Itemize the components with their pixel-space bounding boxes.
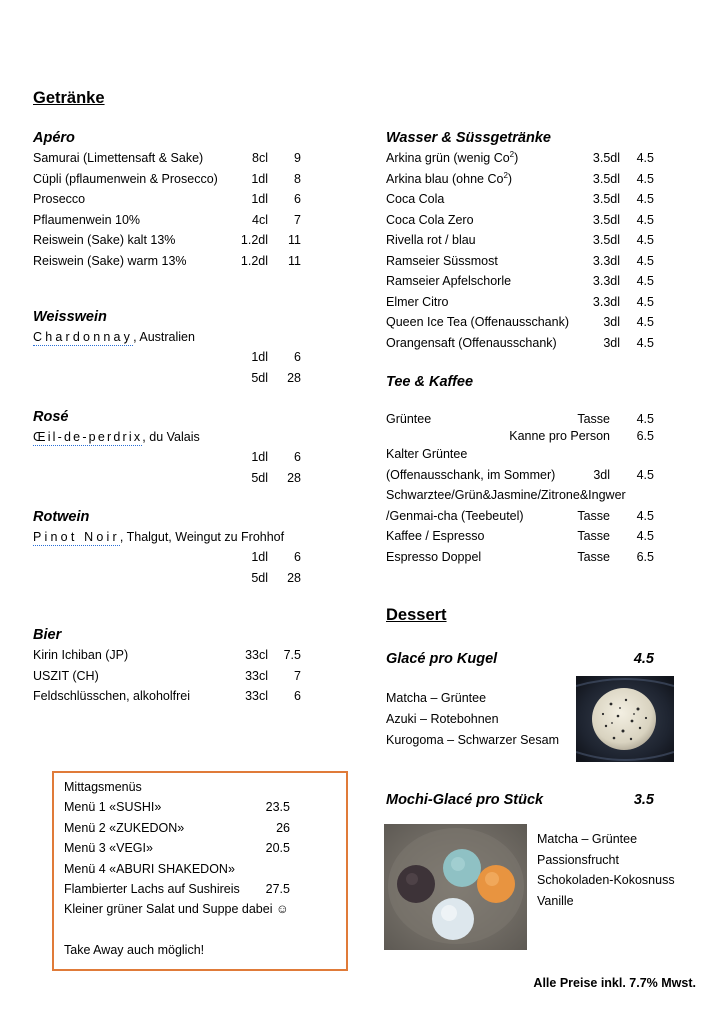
lunch-title: Mittagsmenüs [64,780,142,794]
rotwein-origin: , Thalgut, Weingut zu Frohhof [119,530,285,544]
bier-item-price: 6 [294,689,301,703]
kalter-name-1: Kalter Grüntee [386,447,468,461]
apero-item-price: 6 [294,192,301,206]
schwarztee-name-1: Schwarztee/Grün&Jasmine/Zitrone&Ingwer [386,488,626,502]
espresso-unit: Tasse [577,550,610,564]
wasser-item-price: 4.5 [636,294,654,309]
rose-size-2: 5dl [251,471,268,485]
apero-item-price: 8 [294,171,301,186]
apero-item-size: 1dl [251,192,268,206]
mochi-heading: Mochi-Glacé pro Stück [386,792,544,808]
superscript: 2 [509,149,515,159]
weisswein-size-2: 5dl [251,371,268,385]
wasser-item-name: Ramseier Süssmost [386,253,498,268]
apero-item-price: 7 [294,212,301,227]
wasser-item-price: 4.5 [636,151,654,165]
weisswein-grape: Chardonnay [33,330,134,344]
glace-item: Matcha – Grüntee [386,691,487,705]
apero-item-price: 9 [294,151,301,165]
apero-item-name: Pflaumenwein 10% [33,212,141,227]
kaffee-unit: Tasse [577,529,610,543]
wasser-item-size: 3.5dl [592,212,620,227]
apero-item-name: Reiswein (Sake) warm 13% [33,253,187,268]
schwarztee-price: 4.5 [636,509,654,523]
mochi-item: Vanille [537,894,574,908]
kaffee-name: Kaffee / Espresso [386,529,485,543]
glace-price: 4.5 [633,651,654,667]
gruentee-price: 4.5 [636,412,654,426]
lunch-item-name: Flambierter Lachs auf Sushireis [64,882,240,896]
wasser-item-name: Arkina grün (wenig Co$^2$) [386,149,519,165]
kalter-price: 4.5 [636,468,654,482]
wasser-item-price: 4.5 [636,274,654,288]
superscript: 2 [503,170,508,180]
wasser-item-name: Ramseier Apfelschorle [386,274,512,288]
lunch-item-name: Menü 2 «ZUKEDON» [64,820,185,835]
wasser-item-name: Orangensaft (Offenausschank) [386,335,557,350]
glace-item: Kurogoma – Schwarzer Sesam [386,733,559,747]
ice-cream-photo [576,676,674,762]
lunch-item-price: 23.5 [265,800,290,814]
rotwein-price-1: 6 [294,550,301,564]
apero-item-name: Reiswein (Sake) kalt 13% [33,233,176,247]
apero-item-size: 1.2dl [240,233,268,247]
wasser-heading: Wasser & Süssgetränke [386,130,551,146]
glace-item: Azuki – Rotebohnen [386,712,499,726]
bier-item-name: USZIT (CH) [33,668,99,683]
apero-heading: Apéro [33,130,75,146]
mochi-photo [384,824,527,950]
rotwein-heading: Rotwein [33,509,90,525]
wasser-item-price: 4.5 [636,253,654,268]
gruentee-name: Grüntee [386,412,432,426]
wasser-item-size: 3.5dl [592,171,620,186]
rotwein-grape: Pinot Noir [33,530,120,544]
lunch-item-price: 26 [276,820,290,835]
apero-item-price: 11 [288,233,301,247]
wasser-item-size: 3.3dl [592,294,620,309]
mochi-item: Passionsfrucht [537,853,619,867]
wasser-item-name: Rivella rot / blau [386,233,476,247]
apero-item-size: 4cl [252,212,268,227]
weisswein-wine [33,330,195,345]
gruentee-unit: Tasse [577,412,610,426]
bier-item-price: 7.5 [283,648,301,662]
footer-note: Alle Preise inkl. 7.7% Mwst. [533,976,696,990]
bier-heading: Bier [33,627,62,643]
bier-item-name: Kirin Ichiban (JP) [33,648,129,662]
rose-wine [33,430,200,445]
wasser-item-size: 3.3dl [592,253,620,268]
rose-grape: Œil-de-perdrix [33,430,143,444]
wasser-item-size: 3dl [603,315,620,329]
apero-item-name: Prosecco [33,192,86,206]
wasser-item-price: 4.5 [636,192,654,206]
rose-price-1: 6 [294,450,301,464]
mochi-item: Schokoladen-Kokosnuss [537,873,675,887]
lunch-item-price: 20.5 [265,841,290,855]
apero-item-size: 1dl [251,171,268,186]
wasser-item-price: 4.5 [636,233,654,247]
kanne-price: 6.5 [636,429,654,443]
dessert-heading: Dessert [386,606,447,624]
wasser-item-price: 4.5 [636,171,654,186]
schwarztee-name-2: /Genmai-cha (Teebeutel) [386,509,524,523]
kaffee-price: 4.5 [636,529,654,543]
espresso-price: 6.5 [636,550,654,564]
kanne-unit: Kanne pro Person [509,429,610,443]
apero-item-size: 1.2dl [240,253,268,268]
kalter-size: 3dl [593,468,610,482]
page-title: Getränke [33,89,105,107]
lunch-item-name: Menü 4 «ABURI SHAKEDON» [64,861,235,876]
lunch-item-name: Menü 3 «VEGI» [64,841,153,855]
rotwein-size-1: 1dl [251,550,268,564]
wasser-item-size: 3.5dl [592,151,620,165]
weisswein-origin: , Australien [133,330,195,344]
rose-price-2: 28 [287,471,301,485]
rose-size-1: 1dl [251,450,268,464]
rotwein-price-2: 28 [287,571,301,585]
mochi-item: Matcha – Grüntee [537,832,638,846]
espresso-name: Espresso Doppel [386,550,482,564]
weisswein-price-2: 28 [287,371,301,385]
rose-heading: Rosé [33,409,69,425]
rose-origin: , du Valais [142,430,200,444]
wasser-item-name: Arkina blau (ohne Co$^2$) [386,170,513,186]
apero-item-name: Cüpli (pflaumenwein & Prosecco) [33,171,218,186]
wasser-item-name: Coca Cola Zero [386,212,474,227]
wasser-item-name: Elmer Citro [386,294,449,309]
bier-item-name: Feldschlüsschen, alkoholfrei [33,689,191,703]
rotwein-wine [33,530,284,545]
weisswein-heading: Weisswein [33,309,107,325]
wasser-item-size: 3.3dl [592,274,620,288]
bier-item-size: 33cl [245,668,268,683]
wasser-item-size: 3dl [603,335,620,350]
glace-heading: Glacé pro Kugel [386,651,498,667]
mochi-price: 3.5 [633,792,654,808]
bier-item-size: 33cl [245,648,268,662]
wasser-item-name: Coca Cola [386,192,445,206]
lunch-note: Kleiner grüner Salat und Suppe dabei ☺ [64,902,289,916]
lunch-item-name: Menü 1 «SUSHI» [64,800,162,814]
apero-item-name: Samurai (Limettensaft & Sake) [33,151,204,165]
bier-item-size: 33cl [245,689,268,703]
wasser-item-size: 3.5dl [592,192,620,206]
rotwein-size-2: 5dl [251,571,268,585]
wasser-item-name: Queen Ice Tea (Offenausschank) [386,315,569,329]
wasser-item-price: 4.5 [636,212,654,227]
wasser-item-size: 3.5dl [592,233,620,247]
tee-heading: Tee & Kaffee [386,374,474,390]
lunch-takeaway: Take Away auch möglich! [64,943,205,957]
lunch-item-price: 27.5 [265,882,290,896]
bier-item-price: 7 [294,668,301,683]
wasser-item-price: 4.5 [636,335,654,350]
apero-item-price: 11 [288,253,301,268]
kalter-name-2: (Offenausschank, im Sommer) [386,468,556,482]
schwarztee-unit: Tasse [577,509,610,523]
wasser-item-price: 4.5 [636,315,654,329]
weisswein-price-1: 6 [294,350,301,364]
weisswein-size-1: 1dl [251,350,268,364]
apero-item-size: 8cl [252,151,268,165]
